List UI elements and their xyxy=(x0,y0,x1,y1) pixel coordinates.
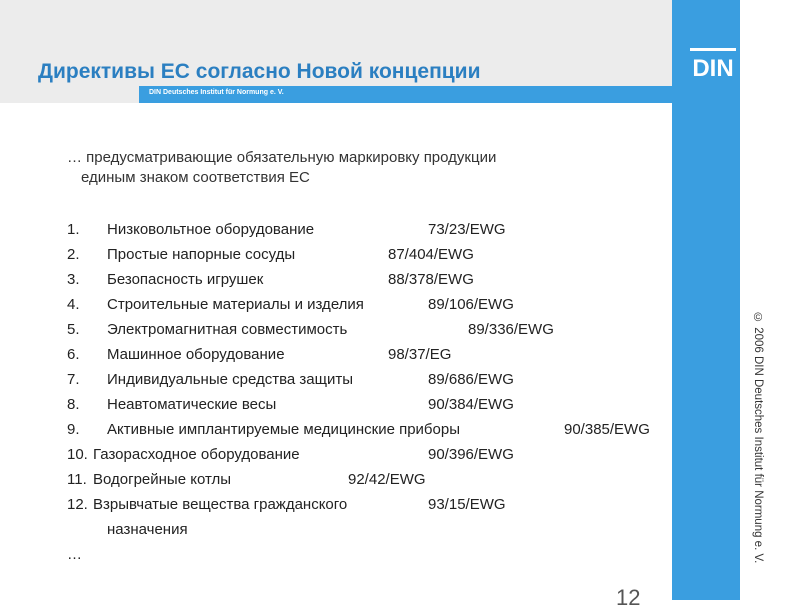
directive-list xyxy=(67,217,667,567)
din-logo-icon xyxy=(690,48,736,82)
item-text: Газорасходное оборудование xyxy=(93,446,300,463)
list-item xyxy=(67,442,667,467)
item-number: 4. xyxy=(67,296,80,313)
item-code: 89/686/EWG xyxy=(428,371,514,388)
org-bar xyxy=(139,86,672,103)
item-number: 8. xyxy=(67,396,80,413)
item-text: Электромагнитная совместимость xyxy=(107,321,348,338)
item-number: 11. xyxy=(67,471,87,488)
list-item xyxy=(67,492,667,517)
item-code: 87/404/EWG xyxy=(388,246,474,263)
list-item xyxy=(67,292,667,317)
list-item xyxy=(67,317,667,342)
list-item xyxy=(67,267,667,292)
item-code: 92/42/EWG xyxy=(348,471,426,488)
item-code: 89/106/EWG xyxy=(428,296,514,313)
item-number: 9. xyxy=(67,421,80,438)
item-text: Индивидуальные средства защиты xyxy=(107,371,353,388)
item-text: Машинное оборудование xyxy=(107,346,285,363)
page-number: 12 xyxy=(616,585,641,610)
brand-column xyxy=(672,0,740,600)
list-item xyxy=(67,467,667,492)
list-item xyxy=(67,542,667,567)
page-title: Директивы ЕС согласно Новой концепции xyxy=(38,60,481,83)
item-code: 90/396/EWG xyxy=(428,446,514,463)
org-bar-text: DIN Deutsches Institut für Normung e. V. xyxy=(149,89,284,96)
item-text: Безопасность игрушек xyxy=(107,271,264,288)
item-code: 90/385/EWG xyxy=(564,421,650,438)
copyright-text: © 2006 DIN Deutsches Institut für Normung e. V. xyxy=(752,312,764,564)
list-item xyxy=(67,417,667,442)
item-text: Взрывчатые вещества гражданского xyxy=(93,496,348,513)
list-item xyxy=(67,217,667,242)
list-item xyxy=(67,367,667,392)
item-number: 1. xyxy=(67,221,80,238)
item-code: 89/336/EWG xyxy=(468,321,554,338)
list-item xyxy=(67,392,667,417)
side-strip xyxy=(740,0,800,600)
item-text: Низковольтное оборудование xyxy=(107,221,315,238)
item-number: 7. xyxy=(67,371,80,388)
intro-text xyxy=(67,148,657,188)
intro-line-1: … предусматривающие обязательную маркировку продукции xyxy=(67,149,497,166)
item-code: 98/37/EG xyxy=(388,346,452,363)
item-text: Строительные материалы и изделия xyxy=(107,296,364,313)
item-number: 2. xyxy=(67,246,80,263)
list-item xyxy=(67,517,667,542)
item-code: 73/23/EWG xyxy=(428,221,506,238)
item-code: 88/378/EWG xyxy=(388,271,474,288)
item-text: Водогрейные котлы xyxy=(93,471,232,488)
item-text: Простые напорные сосуды xyxy=(107,246,296,263)
item-code: 93/15/EWG xyxy=(428,496,506,513)
item-number: 6. xyxy=(67,346,80,363)
intro-line-2: единым знаком соответствия ЕС xyxy=(81,169,310,186)
item-text: назначения xyxy=(107,521,188,538)
list-item xyxy=(67,342,667,367)
logo-text: DIN xyxy=(692,55,734,82)
list-item xyxy=(67,242,667,267)
item-code: 90/384/EWG xyxy=(428,396,514,413)
item-number: 3. xyxy=(67,271,80,288)
item-text: Неавтоматические весы xyxy=(107,396,277,413)
item-number: 10. xyxy=(67,446,88,463)
item-number: 5. xyxy=(67,321,80,338)
item-number: 12. xyxy=(67,496,88,513)
item-number: … xyxy=(67,546,82,563)
item-text: Активные имплантируемые медицинские приборы xyxy=(107,421,460,438)
